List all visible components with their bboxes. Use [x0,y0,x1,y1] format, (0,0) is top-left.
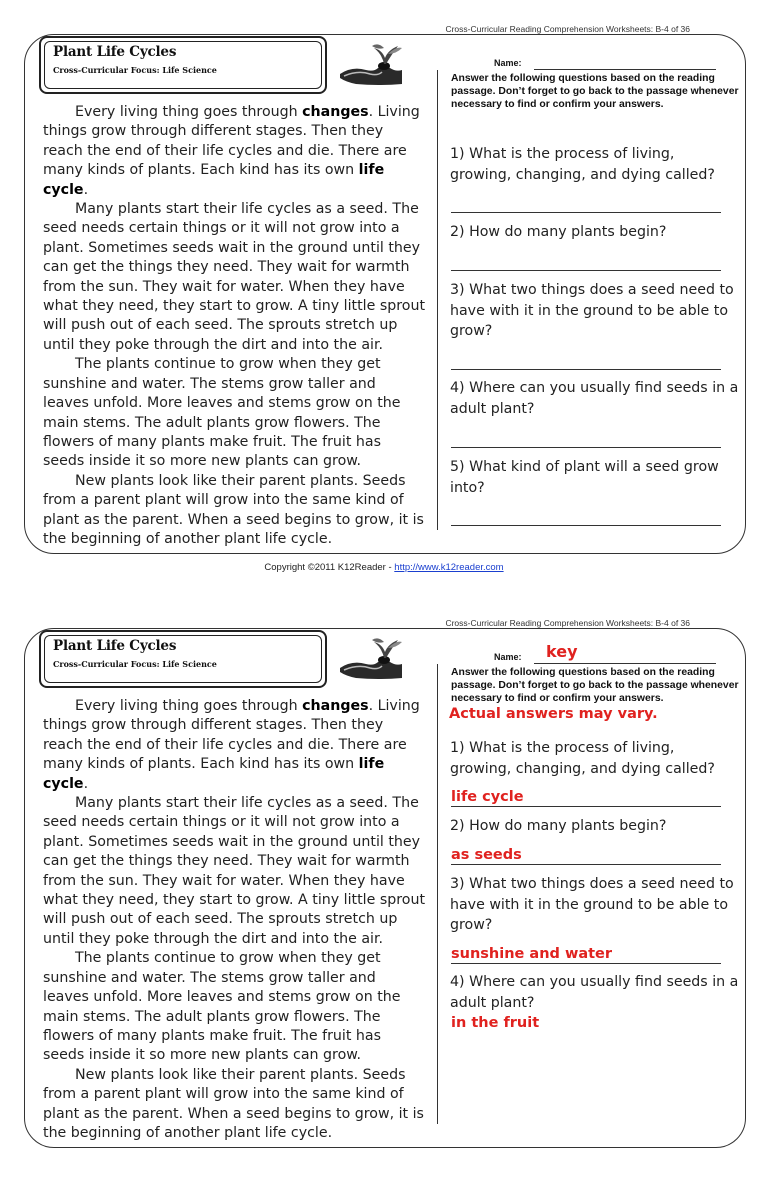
instructions: Answer the following questions based on the reading passage. Don’t forget to go back to the passage whenever necessary to find or confirm your answers. [451,73,739,110]
passage-paragraph: Every living thing goes through changes. Living things grow through different stages. Then they reach the end of their life cycles and die. There are many kinds of plants. Each kind has its own life cycle. [43,104,420,198]
name-label: Name: [494,652,522,662]
passage-paragraph: New plants look like their parent plants. Seeds from a parent plant will grow into the same kind of plant as the parent. When a seed begins to grow, it is the beginning of another plant life cycle. [43,472,424,547]
answer-line-2[interactable] [451,844,721,865]
question-1: 1) What is the process of living, growing, changing, and dying called? [450,740,715,777]
answer-line-1[interactable] [451,786,721,807]
name-label: Name: [494,58,522,68]
page-header: Cross-Curricular Reading Comprehension Worksheets: B-4 of 36 [445,618,690,628]
hands-seedling-icon [338,634,404,682]
answer-2: as seeds [451,847,522,863]
passage-paragraph: Many plants start their life cycles as a seed. The seed needs certain things or it will not grow into a plant. Sometimes seeds wait in the ground until they can get the things they need. They wait for warmth from the sun. They wait for water. When they have what they need, they start to grow. A tiny little sprout will push out of each seed. The sprouts stretch up until they poke through the dirt and into the air. [43,201,426,353]
instructions: Answer the following questions based on the reading passage. Don’t forget to go back to the passage whenever necessary to find or confirm your answers. [451,667,739,704]
answer-line-5[interactable] [451,505,721,526]
title-box [39,36,327,94]
question-3: 3) What two things does a seed need to have with it in the ground to be able to grow? [450,282,734,339]
reading-passage [43,697,425,1143]
passage-paragraph: Every living thing goes through changes. Living things grow through different stages. Then they reach the end of their life cycles and die. There are many kinds of plants. Each kind has its own life cycle. [43,698,420,792]
title-box [39,630,327,688]
answer-3: sunshine and water [451,946,613,962]
question-3: 3) What two things does a seed need to have with it in the ground to be able to grow? [450,876,734,933]
question-2: 2) How do many plants begin? [450,818,667,834]
reading-passage [43,103,425,549]
column-divider [437,664,438,1124]
answer-line-3[interactable] [451,943,721,964]
copyright: Copyright ©2011 K12Reader - http://www.k12reader.com [264,562,504,573]
name-value: key [546,642,578,661]
question-5: 5) What kind of plant will a seed grow into? [450,459,719,496]
hands-seedling-icon [338,40,404,88]
worksheet-title: Plant Life Cycles [53,638,177,654]
column-divider [437,70,438,530]
question-4: 4) Where can you usually find seeds in a adult plant? [450,974,739,1011]
name-field[interactable] [494,644,724,666]
passage-paragraph: Many plants start their life cycles as a seed. The seed needs certain things or it will not grow into a plant. Sometimes seeds wait in the ground until they can get the things they need. They wait for warmth from the sun. They wait for water. When they have what they need, they start to grow. A tiny little sprout will push out of each seed. The sprouts stretch up until they poke through the dirt and into the air. [43,795,426,947]
question-4: 4) Where can you usually find seeds in a adult plant? [450,380,739,417]
passage-paragraph: The plants continue to grow when they get sunshine and water. The stems grow taller and leaves unfold. More leaves and stems grow on the main stems. The adult plants grow flowers. The flowers of many plants make fruit. The fruit has seeds inside it so more new plants can grow. [43,356,401,470]
answer-line-1[interactable] [451,192,721,213]
answer-line-3[interactable] [451,349,721,370]
name-field[interactable] [494,50,724,72]
answer-4: in the fruit [451,1015,540,1031]
answer-line-4[interactable] [451,427,721,448]
worksheet-title: Plant Life Cycles [53,44,177,60]
passage-paragraph: The plants continue to grow when they get sunshine and water. The stems grow taller and leaves unfold. More leaves and stems grow on the main stems. The adult plants grow flowers. The flowers of many plants make fruit. The fruit has seeds inside it so more new plants can grow. [43,950,401,1064]
page-header: Cross-Curricular Reading Comprehension Worksheets: B-4 of 36 [445,24,690,34]
question-1: 1) What is the process of living, growing, changing, and dying called? [450,146,715,183]
answer-note: Actual answers may vary. [449,706,658,722]
answer-line-2[interactable] [451,250,721,271]
worksheet-subtitle: Cross-Curricular Focus: Life Science [53,65,217,75]
k12reader-link[interactable]: http://www.k12reader.com [394,562,504,573]
passage-paragraph: New plants look like their parent plants. Seeds from a parent plant will grow into the same kind of plant as the parent. When a seed begins to grow, it is the beginning of another plant life cycle. [43,1066,424,1141]
worksheet-page-key [0,594,768,1188]
answer-1: life cycle [451,789,524,805]
question-2: 2) How do many plants begin? [450,224,667,240]
worksheet-subtitle: Cross-Curricular Focus: Life Science [53,659,217,669]
